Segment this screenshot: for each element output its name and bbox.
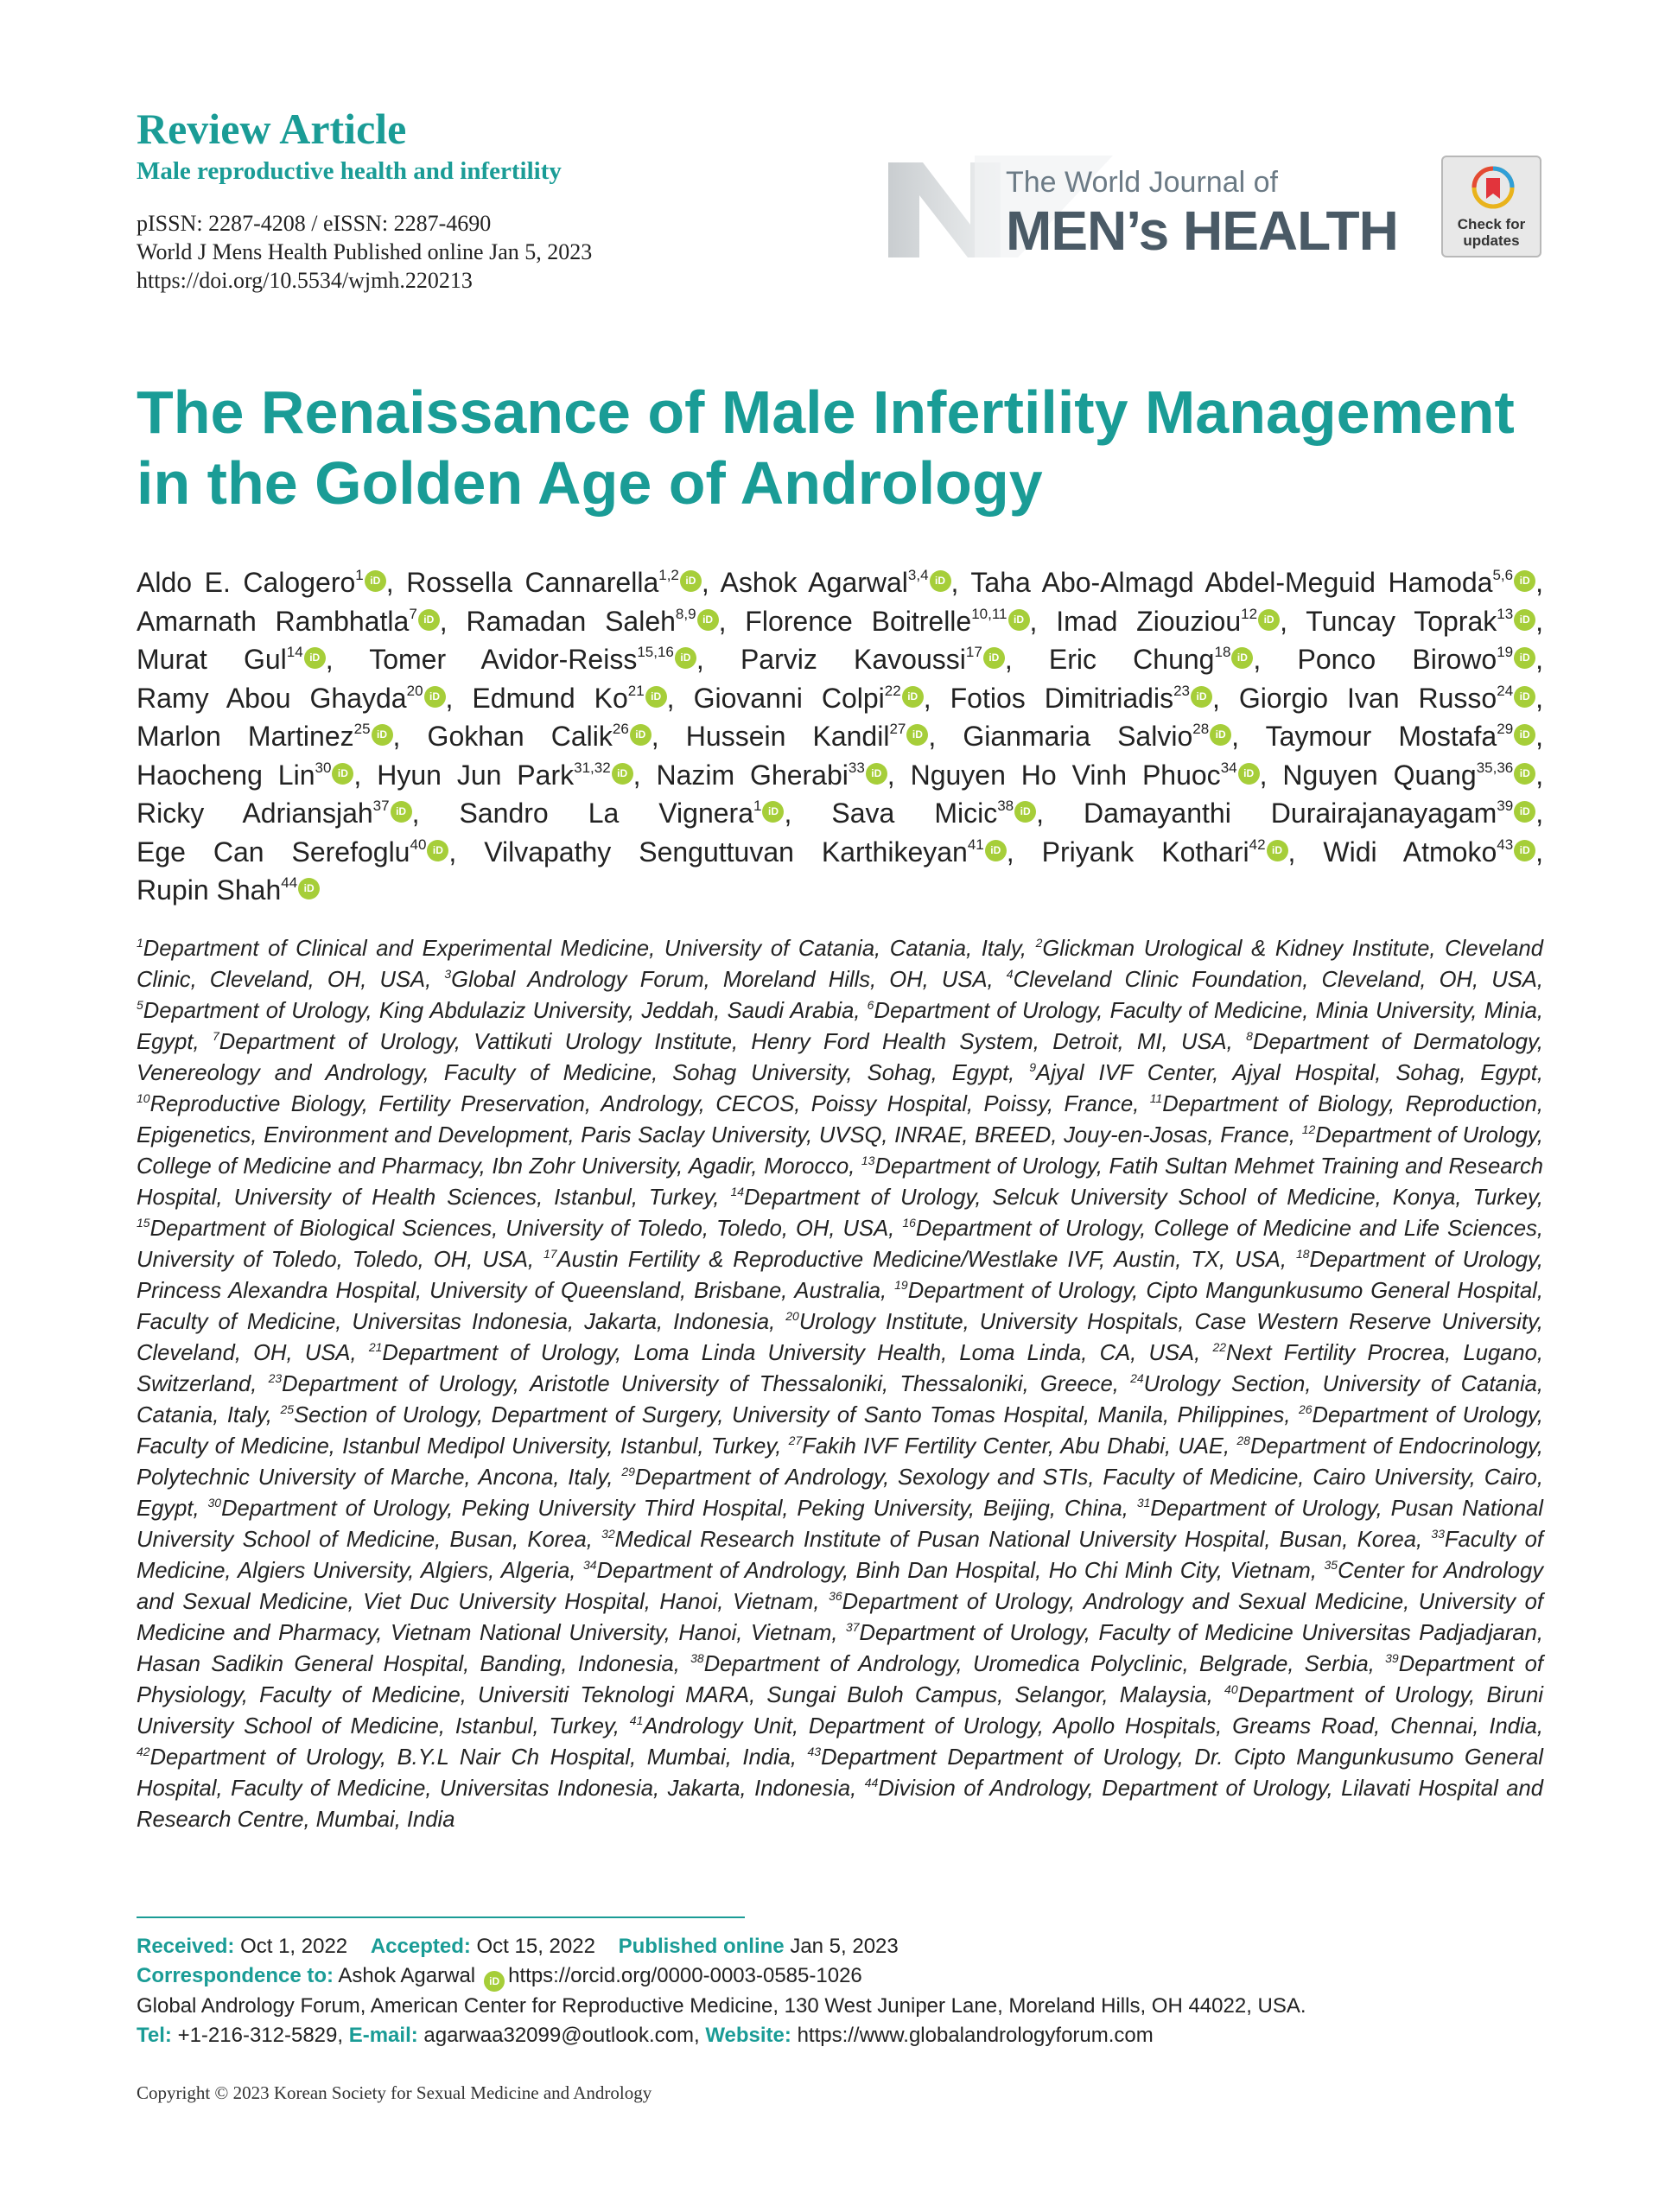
affiliation-number: 2 [1035, 936, 1043, 950]
affiliation-number: 1 [137, 936, 143, 950]
affiliation-number: 19 [894, 1278, 908, 1292]
affiliation-text: Fakih IVF Fertility Center, Abu Dhabi, UAE [802, 1434, 1224, 1459]
affiliation-number: 17 [543, 1247, 557, 1261]
affiliation-text: Department Department of Urology, Dr. Cipto Mangunkusumo General Hospital, Faculty of Medicine, Universitas Indonesia, Jakarta, Indonesia [137, 1745, 1543, 1801]
author-affiliation-number: 8,9 [675, 605, 696, 622]
author: Nguyen Ho Vinh Phuoc$^{34}$ iD , [910, 759, 1268, 791]
author-list [137, 563, 1543, 910]
journal-name-line1: The World Journal of [1006, 166, 1278, 199]
affiliation-text: Department of Urology, Cipto Mangunkusumo General Hospital, Faculty of Medicine, Universitas Indonesia, Jakarta, Indonesia [137, 1279, 1543, 1334]
author: Ege Can Serefoglu$^{40}$ iD , [137, 836, 457, 868]
author-affiliation-number: 7 [409, 605, 417, 622]
affiliation-text: Department of Dermatology, Venereology and Andrology, Faculty of Medicine, Sohag University, Sohag, Egypt [137, 1030, 1543, 1085]
affiliation-text: Medical Research Institute of Pusan National University Hospital, Busan, Korea [614, 1528, 1416, 1552]
author: Gianmaria Salvio$^{28}$ iD , [963, 721, 1240, 752]
affiliation-number: 11 [1149, 1091, 1163, 1105]
author: Parviz Kavoussi$^{17}$ iD , [740, 644, 1013, 675]
orcid-icon[interactable]: iD [1514, 801, 1535, 823]
orcid-icon[interactable]: iD [906, 724, 928, 746]
affiliation-number: 41 [629, 1713, 644, 1727]
author-affiliation-number: 29 [1497, 721, 1514, 737]
doi-link[interactable]: https://doi.org/10.5534/wjmh.220213 [137, 268, 473, 293]
orcid-icon[interactable]: iD [983, 647, 1005, 669]
author-affiliation-number: 17 [965, 644, 982, 660]
author-affiliation-number: 25 [353, 721, 371, 737]
author-name: Murat Gul [137, 644, 287, 675]
author: Priyank Kothari$^{42}$ iD , [1041, 836, 1296, 868]
author: Giovanni Colpi$^{22}$ iD , [693, 682, 931, 714]
article-section: Male reproductive health and infertility [137, 157, 562, 185]
article-type: Review Article [137, 105, 407, 153]
author: Hyun Jun Park$^{31,32}$ iD , [377, 759, 641, 791]
affiliation-number: 22 [1212, 1340, 1227, 1354]
affiliation-number: 7 [212, 1029, 219, 1043]
orcid-icon[interactable]: iD [1514, 763, 1535, 785]
affiliation-text: Division of Andrology, Department of Urology, Lilavati Hospital and Research Centre, Mumbai, India [137, 1777, 1543, 1832]
author-affiliation-number: 1 [753, 798, 762, 814]
orcid-icon[interactable]: iD [418, 609, 440, 631]
author [137, 874, 320, 906]
affiliation-number: 42 [137, 1745, 150, 1758]
author-name: Tomer Avidor-Reiss [369, 644, 638, 675]
check-for-updates-icon [1471, 166, 1515, 209]
author-name: Fotios Dimitriadis [950, 682, 1174, 714]
author: Murat Gul$^{14}$ iD , [137, 644, 334, 675]
orcid-icon[interactable]: iD [630, 724, 652, 746]
author-name: Hyun Jun Park [377, 759, 575, 791]
affiliation-text: Next Fertility Procrea, Lugano, Switzerland [137, 1341, 1543, 1396]
author: Marlon Martinez$^{25}$ iD , [137, 721, 401, 752]
author-affiliation-number: 19 [1497, 644, 1514, 660]
phone-number: +1-216-312-5829, [177, 2024, 344, 2047]
affiliation-text: Department of Urology, Faculty of Medicine Universitas Padjadjaran, Hasan Sadikin General Hospital, Banding, Indonesia [137, 1621, 1543, 1676]
orcid-icon[interactable]: iD [332, 763, 353, 785]
author-affiliation-number: 42 [1249, 836, 1266, 853]
author-affiliation-number: 15,16 [637, 644, 674, 660]
orcid-icon[interactable]: iD [1514, 724, 1535, 746]
author: Haocheng Lin$^{30}$ iD , [137, 759, 362, 791]
author-affiliation-number: 1 [355, 567, 364, 583]
author-affiliation-number: 24 [1497, 682, 1514, 699]
page-title: The Renaissance of Male Infertility Management in the Golden Age of Andrology [137, 378, 1515, 517]
author-name: Vilvapathy Senguttuvan Karthikeyan [484, 836, 968, 868]
orcid-icon[interactable]: iD [1210, 724, 1231, 746]
affiliation-text: Department of Urology, Vattikuti Urology Institute, Henry Ford Health System, Detroit, MI, USA [219, 1030, 1227, 1054]
issn: pISSN: 2287-4208 / eISSN: 2287-4690 [137, 211, 492, 236]
affiliation-text: Reproductive Biology, Fertility Preservation, Andrology, CECOS, Poissy Hospital, Poissy, France [149, 1092, 1134, 1116]
accepted-date: Oct 15, 2022 [476, 1935, 595, 1958]
author-affiliation-number: 1,2 [658, 567, 679, 583]
author: Ashok Agarwal$^{3,4}$ iD , [720, 567, 959, 598]
author-name: Sandro La Vignera [459, 798, 754, 829]
author: Tomer Avidor-Reiss$^{15,16}$ iD , [369, 644, 704, 675]
affiliation-number: 21 [368, 1340, 383, 1354]
author-affiliation-number: 27 [889, 721, 906, 737]
author: Gokhan Calik$^{26}$ iD , [427, 721, 659, 752]
affiliation-number: 12 [1301, 1122, 1316, 1136]
author: Taymour Mostafa$^{29}$ iD , [1265, 721, 1544, 752]
orcid-icon[interactable]: iD [1514, 686, 1535, 708]
orcid-link[interactable]: https://orcid.org/0000-0003-0585-1026 [508, 1964, 862, 1987]
author: Ponco Birowo$^{19}$ iD , [1297, 644, 1544, 675]
affiliation-number: 14 [730, 1185, 745, 1198]
author-affiliation-number: 5,6 [1492, 567, 1514, 583]
affiliation-number: 39 [1385, 1651, 1399, 1665]
affiliation-text: Faculty of Medicine, Algiers University, Algiers, Algeria [137, 1528, 1543, 1583]
affiliation-number: 29 [621, 1465, 635, 1478]
author-name: Hussein Kandil [685, 721, 890, 752]
affiliation-number: 20 [785, 1309, 799, 1323]
orcid-icon[interactable]: iD [645, 686, 667, 708]
orcid-icon[interactable]: iD [1514, 647, 1535, 669]
affiliation-text: Austin Fertility & Reproductive Medicine/Westlake IVF, Austin, TX, USA [556, 1248, 1281, 1272]
author-affiliation-number: 43 [1497, 836, 1514, 853]
affiliation-text: Department of Clinical and Experimental Medicine, University of Catania, Catania, Italy [143, 937, 1020, 961]
copyright: Copyright © 2023 Korean Society for Sexual Medicine and Andrology [137, 2082, 652, 2103]
affiliation-number: 36 [829, 1589, 842, 1603]
author-affiliation-number: 38 [997, 798, 1014, 814]
correspondence-address: Global Andrology Forum, American Center for Reproductive Medicine, 130 West Juniper Lane, Moreland Hills, OH 44022, USA. [137, 1994, 1306, 2018]
orcid-icon[interactable]: iD [1191, 686, 1212, 708]
author: Sandro La Vignera$^1$ iD , [459, 798, 792, 829]
author: Florence Boitrelle$^{10,11}$ iD , [745, 605, 1038, 637]
affiliation-text: Global Andrology Forum, Moreland Hills, OH, USA [451, 968, 988, 992]
author-affiliation-number: 35,36 [1476, 759, 1514, 776]
author-name: Ricky Adriansjah [137, 798, 373, 829]
orcid-icon[interactable]: iD [1514, 609, 1535, 631]
affiliation-number: 24 [1130, 1371, 1144, 1385]
orcid-icon[interactable]: iD [762, 801, 784, 823]
affiliation-text: Department of Urology, College of Medicine and Life Sciences, University of Toledo, Toledo, OH, USA [137, 1217, 1543, 1272]
orcid-icon[interactable]: iD [1267, 840, 1288, 861]
author: Giorgio Ivan Russo$^{24}$ iD , [1238, 682, 1544, 714]
affiliation-number: 44 [864, 1776, 879, 1789]
author-affiliation-number: 39 [1497, 798, 1514, 814]
author: Vilvapathy Senguttuvan Karthikeyan$^{41}$ iD , [484, 836, 1014, 868]
affiliation-text: Cleveland Clinic Foundation, Cleveland, OH, USA [1013, 968, 1537, 992]
affiliation-number: 33 [1431, 1527, 1445, 1541]
journal-logo [888, 156, 1407, 262]
author: Nguyen Quang$^{35,36}$ iD , [1282, 759, 1544, 791]
author-name: Nazim Gherabi [656, 759, 849, 791]
author-name: Ramadan Saleh [466, 605, 676, 637]
citation: World J Mens Health Published online Jan 5, 2023 [137, 239, 593, 264]
received-date: Oct 1, 2022 [240, 1935, 348, 1958]
orcid-icon[interactable]: iD [365, 570, 386, 592]
orcid-icon[interactable]: iD [1514, 840, 1535, 861]
author-affiliation-number: 12 [1241, 605, 1258, 622]
author-affiliation-number: 30 [315, 759, 332, 776]
orcid-icon[interactable]: iD [424, 686, 446, 708]
author-affiliation-number: 37 [372, 798, 390, 814]
affiliation-text: Department of Urology, B.Y.L Nair Ch Hospital, Mumbai, India [149, 1745, 791, 1770]
orcid-icon[interactable]: iD [1514, 570, 1535, 592]
affiliation-number: 9 [1029, 1060, 1037, 1074]
affiliation-number: 5 [137, 998, 143, 1012]
article-footer [137, 1932, 1554, 2050]
orcid-icon[interactable]: iD [930, 570, 951, 592]
author-affiliation-number: 20 [406, 682, 423, 699]
affiliation-text: Department of Andrology, Uromedica Polyclinic, Belgrade, Serbia [703, 1652, 1369, 1676]
author-name: Aldo E. Calogero [137, 567, 356, 598]
affiliation-number: 27 [788, 1433, 803, 1447]
affiliation-number: 18 [1295, 1247, 1310, 1261]
author-affiliation-number: 40 [410, 836, 427, 853]
author-affiliation-number: 28 [1192, 721, 1210, 737]
author-name: Haocheng Lin [137, 759, 315, 791]
affiliation-text: Department of Urology, Fatih Sultan Mehmet Training and Research Hospital, University of Health Sciences, Istanbul, Turkey [137, 1154, 1543, 1210]
affiliation-text: Department of Urology, College of Medicine and Pharmacy, Ibn Zohr University, Agadir, Morocco [137, 1123, 1544, 1179]
author: Damayanthi Durairajanayagam$^{39}$ iD , [1084, 798, 1544, 829]
author-name: Florence Boitrelle [745, 605, 972, 637]
journal-name-line2: MEN’s HEALTH [1006, 200, 1398, 262]
affiliation-number: 4 [1006, 967, 1014, 981]
author-name: Nguyen Ho Vinh Phuoc [910, 759, 1221, 791]
author-affiliation-number: 44 [281, 874, 298, 891]
orcid-icon[interactable]: iD [1238, 763, 1260, 785]
author: Rossella Cannarella$^{1,2}$ iD , [406, 567, 709, 598]
affiliation-number: 3 [444, 967, 452, 981]
orcid-icon: iD [484, 1971, 505, 1992]
orcid-icon[interactable]: iD [304, 647, 326, 669]
affiliation-text: Department of Urology, Selcuk University School of Medicine, Konya, Turkey [744, 1185, 1537, 1210]
author-affiliation-number: 18 [1214, 644, 1231, 660]
affiliation-number: 38 [690, 1651, 704, 1665]
affiliation-text: Glickman Urological & Kidney Institute, Cleveland Clinic, Cleveland, OH, USA [137, 937, 1543, 992]
affiliation-number: 35 [1324, 1558, 1338, 1572]
author-name: Gokhan Calik [427, 721, 613, 752]
email-link[interactable]: agarwaa32099@outlook.com, [423, 2024, 700, 2047]
author: Fotios Dimitriadis$^{23}$ iD , [950, 682, 1220, 714]
affiliation-number: 28 [1236, 1433, 1250, 1447]
affiliation-number: 15 [137, 1216, 150, 1230]
author-name: Imad Ziouziou [1056, 605, 1242, 637]
affiliation-number: 26 [1298, 1402, 1313, 1416]
author-affiliation-number: 31,32 [574, 759, 611, 776]
author: Ramadan Saleh$^{8,9}$ iD , [466, 605, 727, 637]
author: Ramy Abou Ghayda$^{20}$ iD , [137, 682, 454, 714]
author-affiliation-number: 22 [884, 682, 901, 699]
author-name: Nguyen Quang [1282, 759, 1477, 791]
affiliation-number: 8 [1246, 1029, 1253, 1043]
affiliation-number: 23 [268, 1371, 283, 1385]
orcid-icon[interactable]: iD [391, 801, 412, 823]
author: Imad Ziouziou$^{12}$ iD , [1056, 605, 1287, 637]
author-affiliation-number: 3,4 [907, 567, 929, 583]
affiliation-number: 13 [861, 1154, 875, 1167]
author-name: Sava Micic [831, 798, 998, 829]
orcid-icon[interactable]: iD [1008, 609, 1030, 631]
affiliation-number: 10 [137, 1091, 150, 1105]
author-affiliation-number: 21 [627, 682, 645, 699]
author-affiliation-number: 26 [612, 721, 629, 737]
orcid-icon[interactable]: iD [675, 647, 696, 669]
affiliation-text: Department of Urology, Pusan National University School of Medicine, Busan, Korea [137, 1497, 1543, 1552]
affiliation-text: Department of Biology, Reproduction, Epigenetics, Environment and Development, Paris Saclay University, UVSQ, INRAE, BREED, Jouy-en-Josas, France [137, 1092, 1543, 1147]
affiliation-number: 6 [867, 998, 874, 1012]
author-affiliation-number: 41 [967, 836, 984, 853]
orcid-icon[interactable]: iD [697, 609, 719, 631]
affiliation-number: 40 [1224, 1682, 1238, 1696]
affiliation-text: Section of Urology, Department of Surgery, University of Santo Tomas Hospital, Manila, Philippines [294, 1403, 1285, 1427]
author: Hussein Kandil$^{27}$ iD , [685, 721, 937, 752]
author-name: Gianmaria Salvio [963, 721, 1193, 752]
affiliation-text: Department of Endocrinology, Polytechnic University of Marche, Ancona, Italy [137, 1434, 1543, 1490]
author-name: Rupin Shah [137, 874, 282, 906]
author-affiliation-number: 34 [1220, 759, 1237, 776]
article-meta [137, 209, 592, 295]
author-name: Eric Chung [1048, 644, 1215, 675]
author: Taha Abo-Almagd Abdel-Meguid Hamoda$^{5,6}$ iD , [970, 567, 1543, 598]
affiliation-text: Department of Physiology, Faculty of Medicine, Universiti Teknologi MARA, Sungai Buloh Campus, Selangor, Malaysia [137, 1652, 1543, 1707]
dates-line: Received: Oct 1, 2022 Accepted: Oct 15, 2022 Published online Jan 5, 2023 [137, 1935, 899, 1958]
author-name: Parviz Kavoussi [740, 644, 966, 675]
orcid-icon[interactable]: iD [866, 763, 887, 785]
affiliation-text: Center for Andrology and Sexual Medicine, Viet Duc University Hospital, Hanoi, Vietnam [137, 1559, 1543, 1614]
affiliation-text: Department of Andrology, Sexology and STIs, Faculty of Medicine, Cairo University, Cairo, Egypt [137, 1465, 1543, 1521]
author: Tuncay Toprak$^{13}$ iD , [1306, 605, 1544, 637]
affiliation-text: Department of Urology, Aristotle University of Thessaloniki, Thessaloniki, Greece [282, 1372, 1113, 1396]
author: Edmund Ko$^{21}$ iD , [472, 682, 675, 714]
affiliation-text: Department of Urology, Faculty of Medicine, Minia University, Minia, Egypt [137, 999, 1543, 1054]
affiliation-text: Ajyal IVF Center, Ajyal Hospital, Sohag, Egypt [1036, 1061, 1537, 1085]
affiliation-text: Department of Urology, King Abdulaziz University, Jeddah, Saudi Arabia [143, 999, 855, 1023]
author: Aldo E. Calogero$^1$ iD , [137, 567, 394, 598]
orcid-icon[interactable]: iD [680, 570, 702, 592]
author-name: Taymour Mostafa [1265, 721, 1497, 752]
author-name: Ponco Birowo [1297, 644, 1497, 675]
author-affiliation-number: 33 [848, 759, 865, 776]
orcid-icon[interactable]: iD [372, 724, 393, 746]
author-affiliation-number: 10,11 [971, 605, 1007, 622]
orcid-icon[interactable]: iD [1014, 801, 1036, 823]
orcid-icon[interactable]: iD [612, 763, 633, 785]
author-name: Giovanni Colpi [693, 682, 885, 714]
author-name: Damayanthi Durairajanayagam [1084, 798, 1497, 829]
author-name: Edmund Ko [472, 682, 628, 714]
contact-line: Tel: +1-216-312-5829, E-mail: agarwaa32099@outlook.com, Website: https://www.globalandrologyforum.com [137, 2024, 1154, 2047]
orcid-icon[interactable]: iD [1231, 647, 1253, 669]
affiliation-number: 25 [280, 1402, 295, 1416]
author-affiliation-number: 23 [1173, 682, 1190, 699]
author: Widi Atmoko$^{43}$ iD , [1323, 836, 1544, 868]
correspondence-line: Correspondence to: Ashok Agarwal iD https://orcid.org/0000-0003-0585-1026 [137, 1961, 1554, 1992]
author: Ricky Adriansjah$^{37}$ iD , [137, 798, 420, 829]
affiliation-text: Department of Urology, Andrology and Sexual Medicine, University of Medicine and Pharmacy, Vietnam National University, Hanoi, Vietnam [137, 1590, 1543, 1645]
author-name: Priyank Kothari [1041, 836, 1249, 868]
affiliation-text: Department of Urology, Loma Linda University Health, Loma Linda, CA, USA [382, 1341, 1195, 1365]
affiliation-text: Department of Biological Sciences, University of Toledo, Toledo, OH, USA [149, 1217, 889, 1241]
author-name: Tuncay Toprak [1306, 605, 1497, 637]
affiliation-number: 34 [582, 1558, 597, 1572]
check-for-updates-button[interactable] [1441, 156, 1541, 257]
author-affiliation-number: 13 [1497, 605, 1514, 622]
orcid-icon[interactable]: iD [1258, 609, 1280, 631]
orcid-icon[interactable]: iD [427, 840, 448, 861]
author-name: Amarnath Rambhatla [137, 605, 410, 637]
affiliation-text: Department of Andrology, Binh Dan Hospital, Ho Chi Minh City, Vietnam [596, 1559, 1311, 1583]
author-name: Taha Abo-Almagd Abdel-Meguid Hamoda [970, 567, 1493, 598]
author-name: Rossella Cannarella [406, 567, 659, 598]
affiliation-list: $^1$Department of Clinical and Experimental Medicine, University of Catania, Catania, Italy, $^2$Glickman Urological & Kidney Institute, Cleveland Clinic, Cleveland, OH, USA, $^3$Global Andrology Forum, Moreland Hills, OH, USA, $^4$Cleveland Clinic Foundation, Cleveland, OH, USA, $^5$Department of Urology, King Abdulaziz University, Jeddah, Saudi Arabia, $^6$Department of Urology, Faculty of Medicine, Minia University, Minia, Egypt, $^7$Department of Urology, Vattikuti Urology Institute, Henry Ford Health System, Detroit, MI, USA, $^8$Department of Dermatology, Venereology and Andrology, Faculty of Medicine, Sohag University, Sohag, Egypt, $^9$Ajyal IVF Center, Ajyal Hospital, Sohag, Egypt, $^{10}$Reproductive Biology, Fertility Preservation, Andrology, CECOS, Poissy Hospital, Poissy, France, $^{11}$Department of Biology, Reproduction, Epigenetics, Environment and Development, Paris Saclay University, UVSQ, INRAE, BREED, Jouy-en-Josas, France, $^{12}$Department of Urology, College of Medicine and Pharmacy, Ibn Zohr University, Agadir, Morocco, $^{13}$Department of Urology, Fatih Sultan Mehmet Training and Research Hospital, University of Health Sciences, Istanbul, Turkey, $^{14}$Department of Urology, Selcuk University School of Medicine, Konya, Turkey, $^{15}$Department of Biological Sciences, University of Toledo, Toledo, OH, USA, $^{16}$Department of Urology, College of Medicine and Life Sciences, University of Toledo, Toledo, OH, USA, $^{17}$Austin Fertility & Reproductive Medicine/Westlake IVF, Austin, TX, USA, $^{18}$Department of Urology, Princess Alexandra Hospital, University of Queensland, Brisbane, Australia, $^{19}$Department of Urology, Cipto Mangunkusumo General Hospital, Faculty of Medicine, Universitas Indonesia, Jakarta, Indonesia, $^{20}$Urology Institute, University Hospitals, Case Western Reserve University, Cleveland, OH, USA, $^{21}$Department of Urology, Loma Linda University Health, Loma Linda, CA, USA, $^{22}$Next Fertility Procrea, Lugano, Switzerland, $^{23}$Department of Urology, Aristotle University of Thessaloniki, Thessaloniki, Greece, $^{24}$Urology Section, University of Catania, Catania, Italy, $^{25}$Section of Urology, Department of Surgery, University of Santo Tomas Hospital, Manila, Philippines, $^{26}$Department of Urology, Faculty of Medicine, Istanbul Medipol University, Istanbul, Turkey, $^{27}$Fakih IVF Fertility Center, Abu Dhabi, UAE, $^{28}$Department of Endocrinology, Polytechnic University of Marche, Ancona, Italy, $^{29}$Department of Andrology, Sexology and STIs, Faculty of Medicine, Cairo University, Cairo, Egypt, $^{30}$Department of Urology, Peking University Third Hospital, Peking University, Beijing, China, $^{31}$Department of Urology, Pusan National University School of Medicine, Busan, Korea, $^{32}$Medical Research Institute of Pusan National University Hospital, Busan, Korea, $^{33}$Faculty of Medicine, Algiers University, Algiers, Algeria, $^{34}$Department of Andrology, Binh Dan Hospital, Ho Chi Minh City, Vietnam, $^{35}$Center for Andrology and Sexual Medicine, Viet Duc University Hospital, Hanoi, Vietnam, $^{36}$Department of Urology, Andrology and Sexual Medicine, University of Medicine and Pharmacy, Vietnam National University, Hanoi, Vietnam, $^{37}$Department of Urology, Faculty of Medicine Universitas Padjadjaran, Hasan Sadikin General Hospital, Banding, Indonesia, $^{38}$Department of Andrology, Uromedica Polyclinic, Belgrade, Serbia, $^{39}$Department of Physiology, Faculty of Medicine, Universiti Teknologi MARA, Sungai Buloh Campus, Selangor, Malaysia, $^{40}$Department of Urology, Biruni University School of Medicine, Istanbul, Turkey, $^{41}$Andrology Unit, Department of Urology, Apollo Hospitals, Greams Road, Chennai, India, $^{42}$Department of Urology, B.Y.L Nair Ch Hospital, Mumbai, India, $^{43}$Department Department of Urology, Dr. Cipto Mangunkusumo General Hospital, Faculty of Medicine, Universitas Indonesia, Jakarta, Indonesia, $^{44}$Division of Andrology, Department of Urology, Lilavati Hospital and Research Centre, Mumbai, India [137, 936, 1544, 1832]
orcid-icon[interactable]: iD [902, 686, 924, 708]
author-name: Ramy Abou Ghayda [137, 682, 407, 714]
affiliation-number: 32 [601, 1527, 615, 1541]
website-link[interactable]: https://www.globalandrologyforum.com [797, 2024, 1154, 2047]
affiliation-text: Department of Urology, Faculty of Medicine, Istanbul Medipol University, Istanbul, Turkey [137, 1403, 1543, 1459]
author-name: Giorgio Ivan Russo [1238, 682, 1497, 714]
author: Nazim Gherabi$^{33}$ iD , [656, 759, 895, 791]
affiliation-number: 43 [807, 1745, 822, 1758]
published-date: Jan 5, 2023 [790, 1935, 899, 1958]
affiliation-text: Department of Urology, Biruni University School of Medicine, Istanbul, Turkey [137, 1683, 1543, 1738]
author: Eric Chung$^{18}$ iD , [1048, 644, 1262, 675]
author-name: Ashok Agarwal [720, 567, 908, 598]
author-name: Widi Atmoko [1323, 836, 1497, 868]
affiliation-text: Urology Institute, University Hospitals, Case Western Reserve University, Cleveland, OH, USA [137, 1310, 1543, 1365]
affiliation-text: Urology Section, University of Catania, Catania, Italy [137, 1372, 1543, 1427]
orcid-icon[interactable]: iD [298, 878, 320, 899]
affiliation-text: Department of Urology, Peking University Third Hospital, Peking University, Beijing, China [221, 1497, 1122, 1521]
correspondence-name: Ashok Agarwal [338, 1964, 476, 1987]
author: Sava Micic$^{38}$ iD , [831, 798, 1045, 829]
affiliation-number: 30 [207, 1496, 222, 1510]
author: Amarnath Rambhatla$^7$ iD , [137, 605, 448, 637]
affiliation-number: 31 [1136, 1496, 1151, 1510]
check-for-updates-label: Check for updates [1457, 216, 1526, 249]
affiliation-text: Andrology Unit, Department of Urology, Apollo Hospitals, Greams Road, Chennai, India [643, 1714, 1537, 1738]
affiliation-number: 37 [845, 1620, 860, 1634]
author-name: Ege Can Serefoglu [137, 836, 410, 868]
author-name: Marlon Martinez [137, 721, 354, 752]
affiliation-number: 16 [902, 1216, 916, 1230]
author-affiliation-number: 14 [286, 644, 303, 660]
orcid-icon[interactable]: iD [985, 840, 1007, 861]
affiliation-text: Department of Urology, Princess Alexandra Hospital, University of Queensland, Brisbane, Australia [137, 1248, 1543, 1303]
footer-divider [137, 1916, 745, 1918]
